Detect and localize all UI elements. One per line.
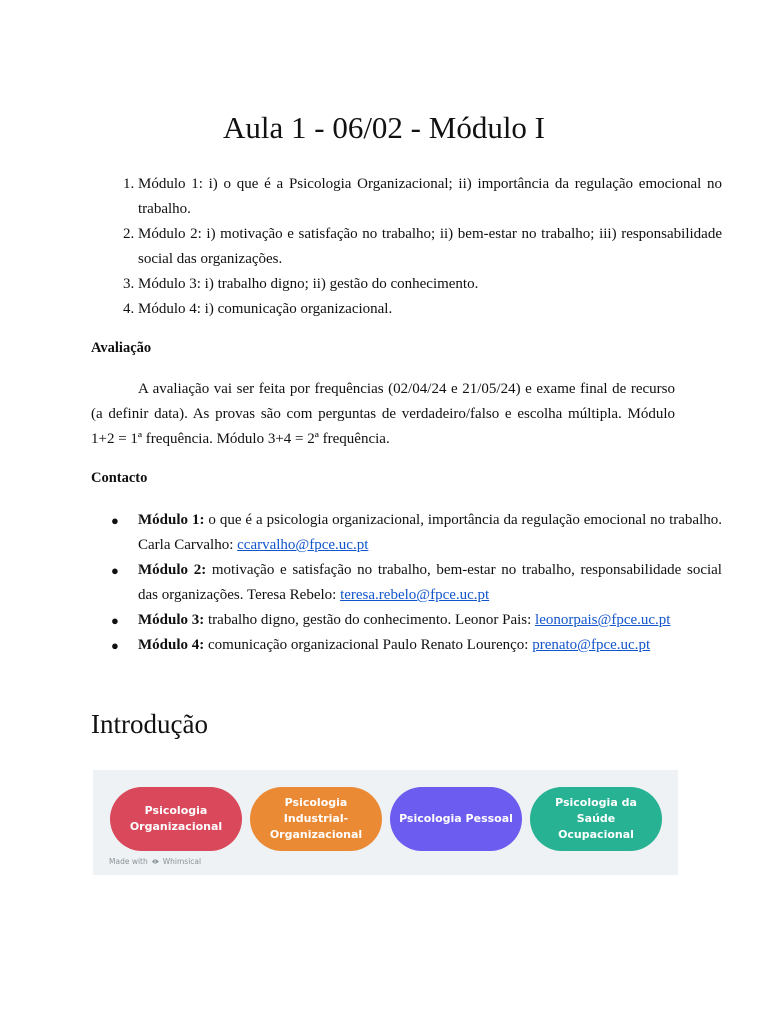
contact-item bbox=[111, 558, 722, 608]
brand-label: Whimsical bbox=[162, 857, 202, 866]
bullet-icon: ● bbox=[111, 513, 119, 528]
page-title: Aula 1 - 06/02 - Módulo I bbox=[222, 110, 546, 145]
evaluation-paragraph: A avaliação vai ser feita por frequências (02/04/24 e 21/05/24) e exame final de recurso (a definir data). As provas são com perguntas de verdadeiro/falso e escolha múltipla. Módulo 1+2 = 1ª frequência. Módulo 3+4 = 2ª frequência. bbox=[91, 381, 675, 447]
contact-module-label: Módulo 4: bbox=[138, 637, 205, 653]
introduction-heading: Introdução bbox=[91, 709, 208, 739]
contact-description: motivação e satisfação no trabalho, bem-estar no trabalho, responsabilidade social das organizações. Teresa Rebelo: bbox=[138, 562, 722, 603]
email-link[interactable]: prenato@fpce.uc.pt bbox=[532, 637, 651, 653]
contact-module-label: Módulo 3: bbox=[138, 612, 205, 628]
contact-list bbox=[91, 508, 722, 658]
made-with-watermark bbox=[109, 857, 201, 866]
pill-psicologia-industrial-organizacional: Psicologia Industrial-Organizacional bbox=[250, 787, 382, 851]
list-item: 4. Módulo 4: i) comunicação organizacional. bbox=[138, 297, 722, 322]
modules-list bbox=[91, 172, 722, 322]
contact-item bbox=[111, 608, 722, 633]
contact-description: trabalho digno, gestão do conhecimento. Leonor Pais: bbox=[204, 612, 536, 628]
psychology-fields-diagram bbox=[93, 770, 678, 875]
bullet-icon: ● bbox=[111, 638, 119, 653]
contact-item bbox=[111, 633, 722, 658]
contact-heading: Contacto bbox=[91, 470, 148, 486]
contact-item bbox=[111, 508, 722, 558]
bullet-icon: ● bbox=[111, 613, 119, 628]
contact-description: comunicação organizacional Paulo Renato Lourenço: bbox=[204, 637, 533, 653]
pill-psicologia-saude-ocupacional: Psicologia da Saúde Ocupacional bbox=[530, 787, 662, 851]
email-link[interactable]: ccarvalho@fpce.uc.pt bbox=[237, 537, 369, 553]
made-with-label: Made with bbox=[109, 857, 148, 866]
contact-module-label: Módulo 2: bbox=[138, 562, 207, 578]
pill-psicologia-pessoal: Psicologia Pessoal bbox=[390, 787, 522, 851]
whimsical-logo-icon bbox=[151, 858, 160, 865]
email-link[interactable]: teresa.rebelo@fpce.uc.pt bbox=[340, 587, 490, 603]
list-item: 1. Módulo 1: i) o que é a Psicologia Organizacional; ii) importância da regulação emocional no trabalho. bbox=[138, 172, 722, 222]
email-link[interactable]: leonorpais@fpce.uc.pt bbox=[535, 612, 671, 628]
list-item: 2. Módulo 2: i) motivação e satisfação no trabalho; ii) bem-estar no trabalho; iii) responsabilidade social das organizações. bbox=[138, 222, 722, 272]
contact-description: o que é a psicologia organizacional, importância da regulação emocional no trabalho. Carla Carvalho: bbox=[138, 512, 722, 553]
list-item: 3. Módulo 3: i) trabalho digno; ii) gestão do conhecimento. bbox=[138, 272, 722, 297]
evaluation-heading: Avaliação bbox=[91, 340, 152, 356]
bullet-icon: ● bbox=[111, 563, 119, 578]
pill-psicologia-organizacional: Psicologia Organizacional bbox=[110, 787, 242, 851]
contact-module-label: Módulo 1: bbox=[138, 512, 205, 528]
